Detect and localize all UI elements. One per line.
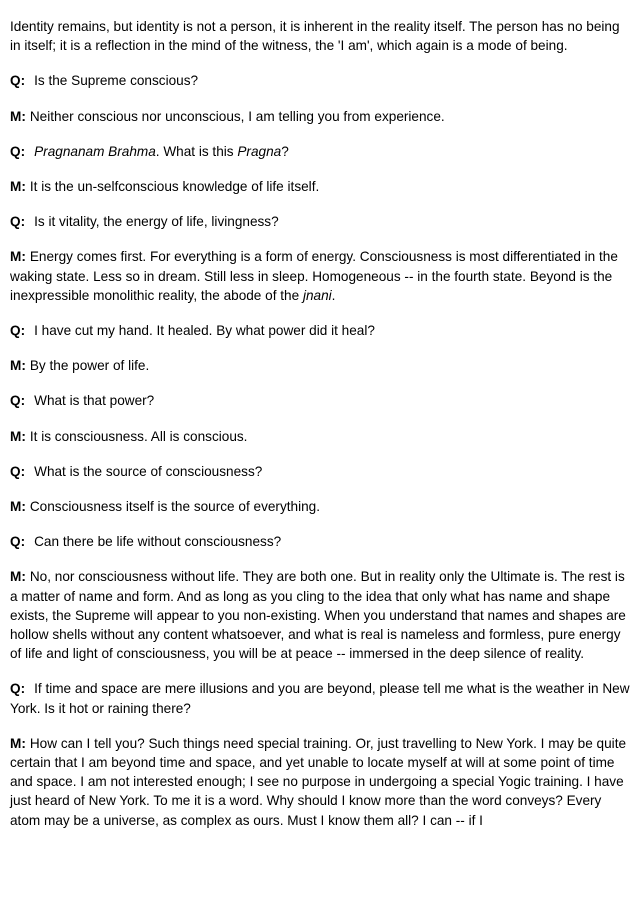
question-paragraph (10, 71, 630, 90)
paragraph-text: Identity remains, but identity is not a person, it is inherent in the reality itself. The person has no being in itself; it is a reflection in the mind of the witness, the 'I am', which again is a mode of being. (10, 19, 620, 54)
paragraph-text-tail: . (331, 287, 336, 303)
paragraph-text: Neither conscious nor unconscious, I am telling you from experience. (29, 108, 445, 124)
speaker-label: M: (10, 428, 26, 444)
speaker-label: Q: (10, 534, 26, 550)
paragraph-text: It is consciousness. All is conscious. (29, 428, 248, 444)
speaker-label: Q: (10, 214, 26, 230)
paragraph-text: By the power of life. (29, 358, 150, 374)
italic-term: Pragnanam Brahma (34, 143, 156, 159)
speaker-label: M: (10, 358, 26, 374)
answer-paragraph (10, 356, 630, 375)
paragraph-text: Is the Supreme conscious? (34, 73, 199, 89)
answer-paragraph (10, 734, 630, 830)
answer-paragraph (10, 177, 630, 196)
paragraph-text: Consciousness itself is the source of everything. (29, 499, 321, 515)
italic-term: jnani (302, 287, 332, 303)
speaker-label: Q: (10, 73, 26, 89)
question-paragraph (10, 532, 630, 551)
speaker-label: Q: (10, 143, 26, 159)
question-paragraph (10, 142, 630, 161)
paragraph-text-tail: ? (281, 143, 289, 159)
question-paragraph (10, 321, 630, 340)
document-page (10, 17, 630, 846)
question-paragraph (10, 679, 630, 717)
paragraph-text: How can I tell you? Such things need special training. Or, just travelling to New York. I may be quite certain that I am beyond time and space, and yet unable to locate myself at will at some point of time and space. I am not interested enough; I see no purpose in undergoing a special Yogic training. I have just heard of New York. To me it is a word. Why should I know more than the word conveys? Every atom may be a universe, as complex as ours. Must I know them all? I can -- if I (10, 735, 627, 828)
answer-paragraph (10, 427, 630, 446)
answer-paragraph (10, 107, 630, 126)
question-paragraph (10, 462, 630, 481)
question-paragraph (10, 391, 630, 410)
speaker-label: Q: (10, 463, 26, 479)
paragraph-text: What is the source of consciousness? (34, 463, 263, 479)
speaker-label: M: (10, 569, 26, 585)
speaker-label: M: (10, 499, 26, 515)
speaker-label: M: (10, 108, 26, 124)
speaker-label: Q: (10, 393, 26, 409)
paragraph-text: I have cut my hand. It healed. By what power did it heal? (34, 323, 375, 339)
speaker-label: M: (10, 249, 26, 265)
question-paragraph (10, 212, 630, 231)
paragraph-intro (10, 17, 630, 55)
answer-paragraph (10, 247, 630, 305)
paragraph-text: What is that power? (34, 393, 155, 409)
paragraph-text: Can there be life without consciousness? (34, 534, 282, 550)
speaker-label: M: (10, 179, 26, 195)
paragraph-text: It is the un-selfconscious knowledge of life itself. (29, 179, 320, 195)
answer-paragraph (10, 567, 630, 663)
speaker-label: M: (10, 735, 26, 751)
paragraph-text: If time and space are mere illusions and you are beyond, please tell me what is the weather in New York. Is it hot or raining there? (10, 681, 630, 716)
answer-paragraph (10, 497, 630, 516)
speaker-label: Q: (10, 681, 26, 697)
paragraph-text: . What is this (155, 143, 238, 159)
paragraph-text: Energy comes first. For everything is a form of energy. Consciousness is most differentiated in the waking state. Less so in dream. Still less in sleep. Homogeneous -- in the fourth state. Beyond is the inexpressible monolithic reality, the abode of the (10, 249, 618, 303)
italic-term: Pragna (237, 143, 282, 159)
speaker-label: Q: (10, 323, 26, 339)
paragraph-text: Is it vitality, the energy of life, livingness? (34, 214, 279, 230)
paragraph-text: No, nor consciousness without life. They are both one. But in reality only the Ultimate is. The rest is a matter of name and form. And as long as you cling to the idea that only what has name and shape exists, the Supreme will appear to you non-existing. When you understand that names and shapes are hollow shells without any content whatsoever, and what is real is nameless and formless, pure energy of life and light of consciousness, you will be at peace -- immersed in the deep silence of reality. (10, 569, 626, 662)
